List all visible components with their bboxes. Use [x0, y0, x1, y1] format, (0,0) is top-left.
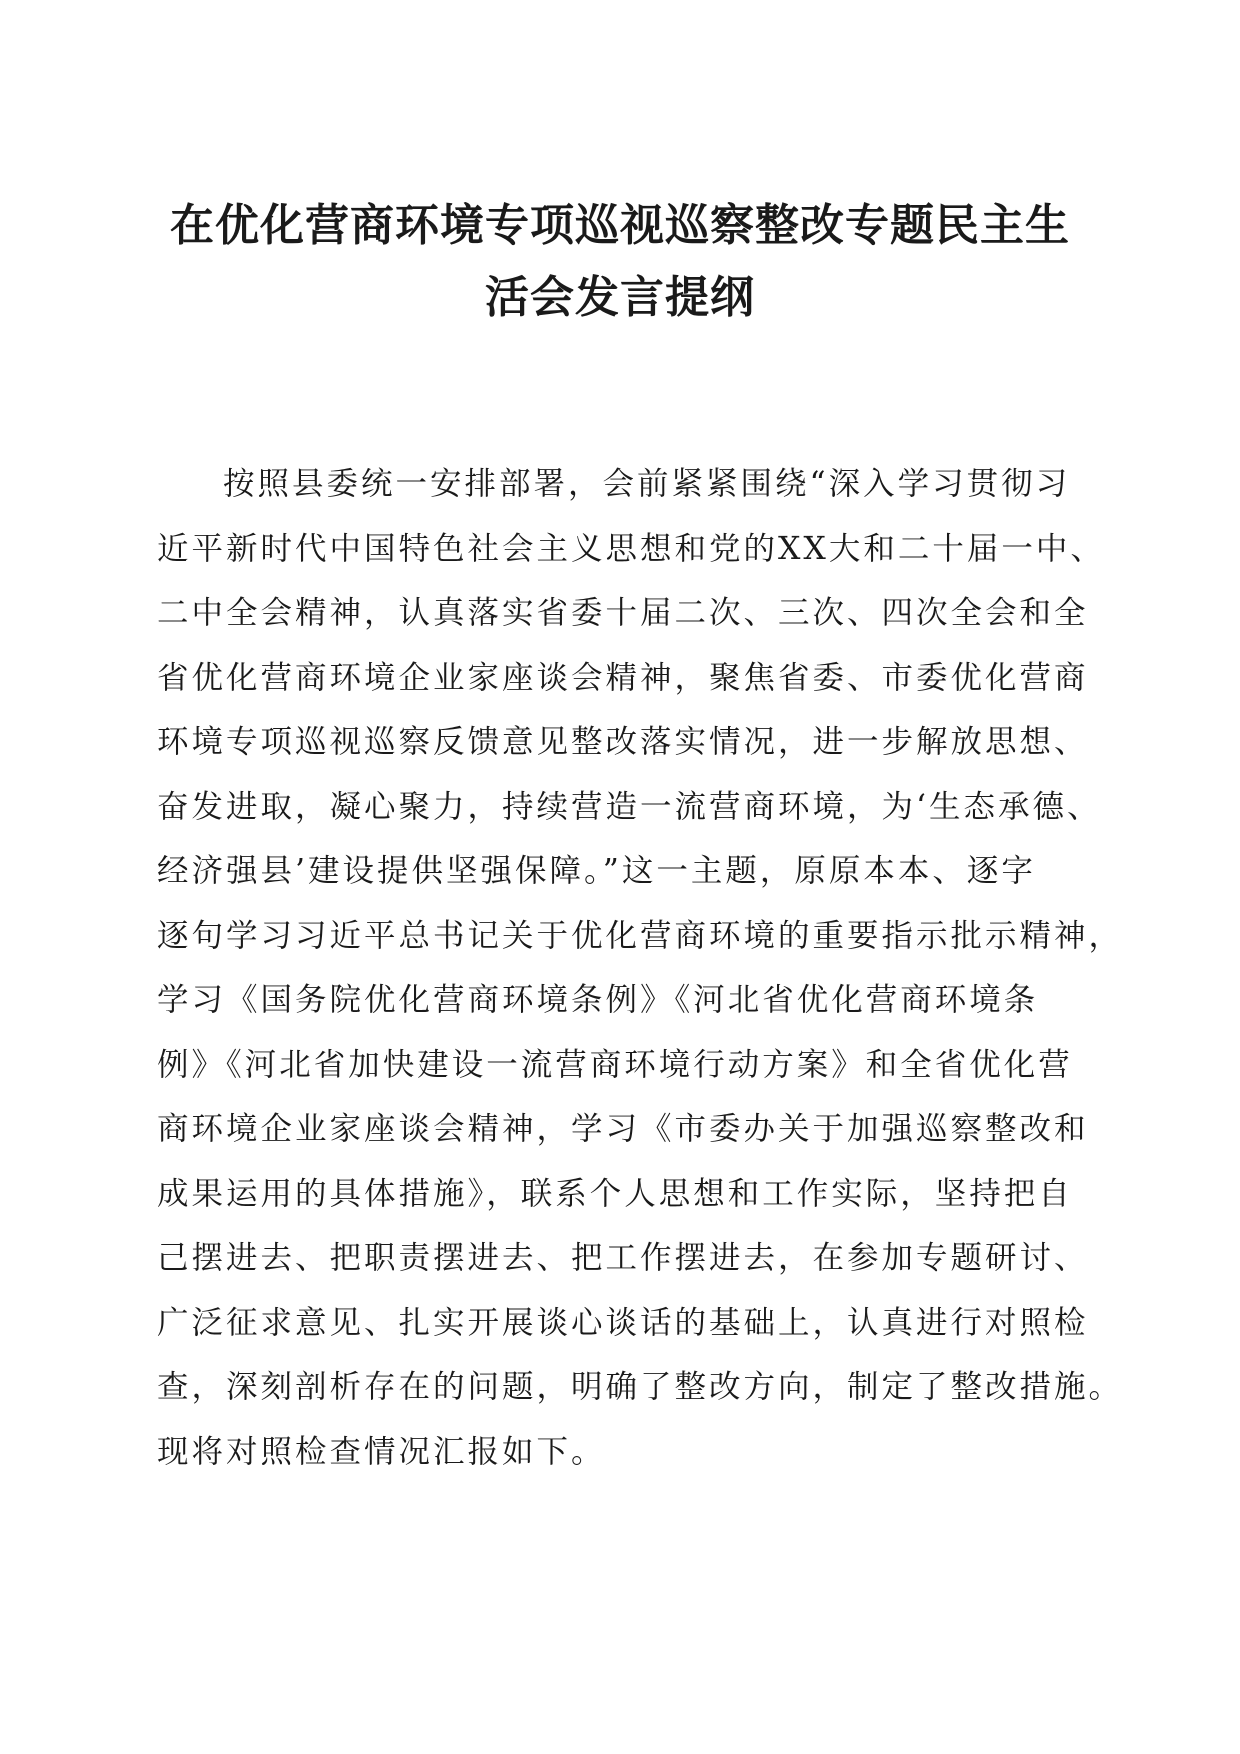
paragraph-line: 环境专项巡视巡察反馈意见整改落实情况，进一步解放思想、	[157, 724, 1089, 760]
paragraph-line: 逐句学习习近平总书记关于优化营商环境的重要指示批示精神，	[157, 917, 1124, 954]
paragraph-line: 奋发进取，凝心聚力，持续营造一流营商环境，为‘生态承德、	[157, 788, 1102, 825]
paragraph-line: 己摆进去、把职责摆进去、把工作摆进去，在参加专题研讨、	[157, 1240, 1089, 1276]
paragraph-line: 例》《河北省加快建设一流营商环境行动方案》和全省优化营	[157, 1046, 1073, 1083]
body-paragraph	[157, 452, 1124, 1484]
paragraph-line: 学习《国务院优化营商环境条例》《河北省优化营商环境条	[157, 982, 1039, 1018]
title-line: 活会发言提纲	[485, 272, 755, 323]
paragraph-line: 广泛征求意见、扎实开展谈心谈话的基础上，认真进行对照检	[157, 1304, 1089, 1341]
document-title	[150, 190, 1090, 334]
paragraph-line: 省优化营商环境企业家座谈会精神，聚焦省委、市委优化营商	[157, 659, 1089, 696]
paragraph-line: 查，深刻剖析存在的问题，明确了整改方向，制定了整改措施。	[157, 1369, 1124, 1405]
paragraph-line: 二中全会精神，认真落实省委十届二次、三次、四次全会和全	[157, 595, 1089, 631]
paragraph-line: 经济强县’建设提供坚强保障。”这一主题，原原本本、逐字	[157, 853, 1036, 889]
paragraph-line: 近平新时代中国特色社会主义思想和党的XX大和二十届一中、	[157, 530, 1105, 567]
title-line: 在优化营商环境专项巡视巡察整改专题民主生	[170, 200, 1070, 251]
paragraph-line: 商环境企业家座谈会精神，学习《市委办关于加强巡察整改和	[157, 1111, 1089, 1147]
paragraph-line: 按照县委统一安排部署，会前紧紧围绕“深入学习贯彻习	[223, 466, 1071, 502]
paragraph-line: 成果运用的具体措施》，联系个人思想和工作实际，坚持把自	[157, 1175, 1073, 1212]
paragraph-line: 现将对照检查情况汇报如下。	[157, 1433, 606, 1470]
